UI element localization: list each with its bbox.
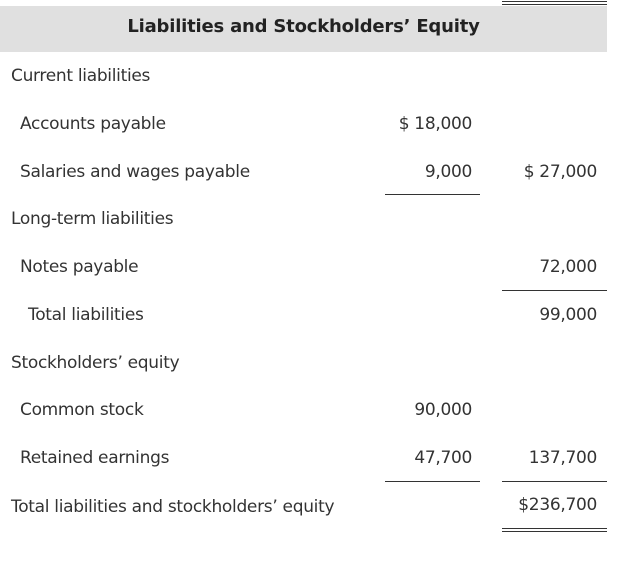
value-total-stockholders-equity: 137,700 bbox=[528, 448, 597, 468]
value-total-liabilities: 99,000 bbox=[539, 305, 597, 325]
section-current-liabilities: Current liabilities bbox=[11, 66, 151, 86]
value-salaries-wages-payable: 9,000 bbox=[424, 162, 472, 182]
value-notes-payable: 72,000 bbox=[539, 257, 597, 277]
row-label-salaries-wages-payable: Salaries and wages payable bbox=[20, 162, 250, 182]
statement-title: Liabilities and Stockholders’ Equity bbox=[127, 16, 480, 37]
row-label-accounts-payable: Accounts payable bbox=[20, 114, 166, 134]
row-label-notes-payable: Notes payable bbox=[20, 257, 139, 277]
value-total-current-liabilities: $ 27,000 bbox=[523, 162, 597, 182]
subtotal-rule bbox=[502, 481, 607, 482]
section-stockholders-equity: Stockholders’ equity bbox=[11, 353, 180, 373]
row-label-total-liabilities-equity: Total liabilities and stockholders’ equity bbox=[11, 497, 335, 517]
top-double-rule bbox=[502, 1, 607, 5]
row-label-common-stock: Common stock bbox=[20, 400, 144, 420]
value-total-liabilities-equity: $236,700 bbox=[518, 495, 597, 515]
value-common-stock: 90,000 bbox=[414, 400, 472, 420]
row-label-retained-earnings: Retained earnings bbox=[20, 448, 170, 468]
subtotal-rule bbox=[502, 290, 607, 291]
grand-total-double-rule bbox=[502, 528, 607, 532]
row-label-total-liabilities: Total liabilities bbox=[28, 305, 144, 325]
value-accounts-payable: $ 18,000 bbox=[398, 114, 472, 134]
section-long-term-liabilities: Long-term liabilities bbox=[11, 209, 174, 229]
subtotal-rule bbox=[385, 481, 480, 482]
subtotal-rule bbox=[385, 194, 480, 195]
value-retained-earnings: 47,700 bbox=[414, 448, 472, 468]
